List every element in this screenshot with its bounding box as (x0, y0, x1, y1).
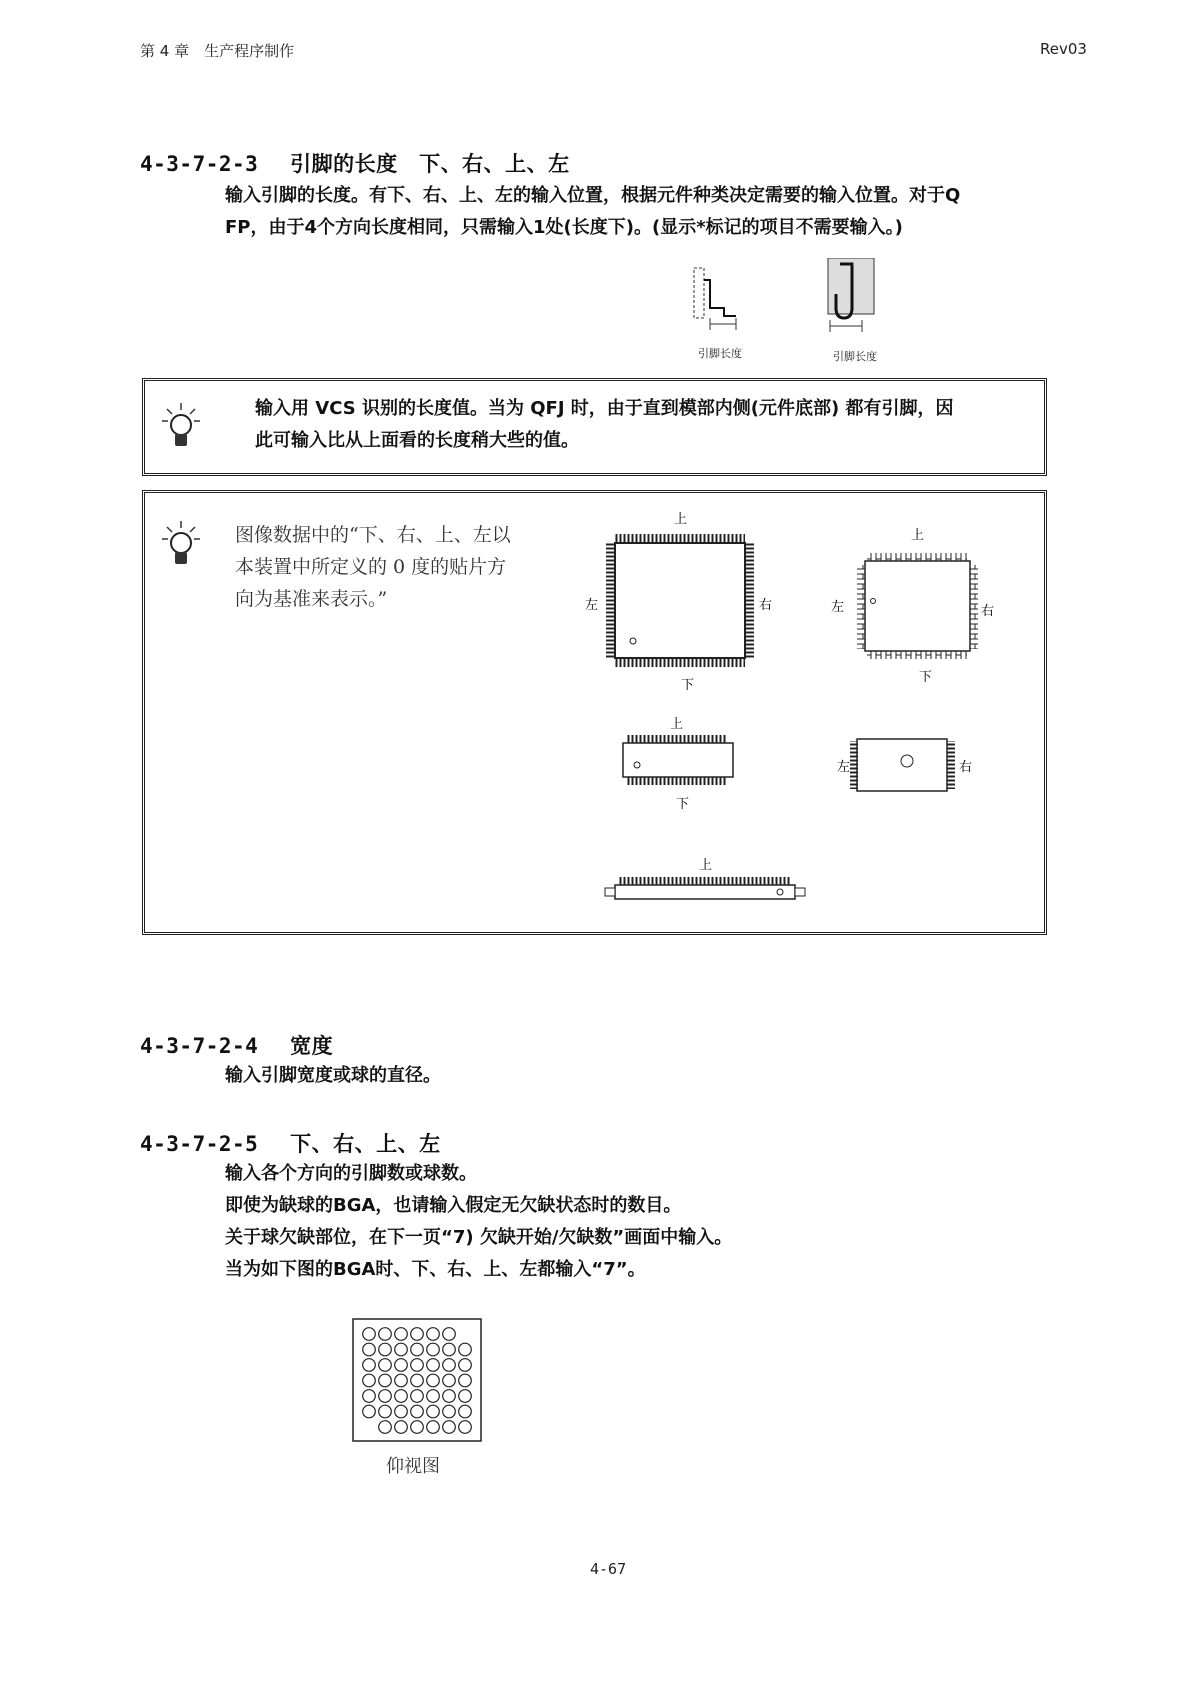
bga-ball (395, 1328, 408, 1341)
bga-ball (379, 1328, 392, 1341)
bga-ball (363, 1343, 376, 1356)
lightbulb-icon (159, 519, 203, 569)
connector-package (605, 877, 805, 899)
body-line: 即使为缺球的BGA，也请输入假定无欠缺状态时的数目。 (225, 1195, 682, 1216)
dir-up: 上 (674, 512, 688, 527)
section-title: 宽度 (290, 1034, 334, 1058)
bga-ball (411, 1343, 424, 1356)
bga-ball (443, 1421, 456, 1434)
section-title: 引脚的长度 下、右、上、左 (290, 152, 570, 176)
bga-ball (427, 1359, 440, 1372)
section-number: 4-3-7-2-3 (140, 152, 259, 176)
body-line: 当为如下图的BGA时、下、右、上、左都输入“7”。 (225, 1259, 646, 1280)
section-heading-width (140, 1030, 333, 1060)
bga-ball (427, 1343, 440, 1356)
tip-line: 向为基准来表示。” (235, 588, 388, 610)
chapter-header: 第 4 章 生产程序制作 (140, 42, 295, 60)
qfp-package (606, 534, 754, 667)
lead-length-label: 引脚长度 (833, 350, 877, 363)
bga-ball (411, 1359, 424, 1372)
tip-line: 输入用 VCS 识别的长度值。当为 QFJ 时，由于直到模部内侧(元件底部) 都有引脚，因 (255, 398, 954, 419)
section-number: 4-3-7-2-5 (140, 1132, 259, 1156)
dir-left: 左 (837, 760, 851, 775)
section-body (225, 1060, 441, 1092)
bga-ball (443, 1374, 456, 1387)
bga-ball (395, 1359, 408, 1372)
bga-ball (443, 1343, 456, 1356)
bga-ball (411, 1405, 424, 1418)
dir-left: 左 (585, 598, 599, 613)
sop-package (623, 735, 733, 785)
j-lead-diagram (828, 258, 874, 332)
tip-box-orientation (142, 490, 1047, 935)
dir-up: 上 (699, 858, 713, 873)
bga-ball (363, 1328, 376, 1341)
bga-ball (395, 1390, 408, 1403)
bga-ball (395, 1374, 408, 1387)
bga-ball (459, 1374, 472, 1387)
dir-up: 上 (911, 528, 925, 543)
bga-ball (363, 1390, 376, 1403)
plcc-package (857, 553, 978, 659)
body-line: 输入引脚的长度。有下、右、上、左的输入位置，根据元件种类决定需要的输入位置。对于Q (225, 185, 961, 206)
section-heading-counts (140, 1128, 441, 1158)
bga-ball (459, 1359, 472, 1372)
bga-ball (459, 1405, 472, 1418)
section-body (225, 180, 1085, 244)
bga-ball (395, 1343, 408, 1356)
revision-label: Rev03 (1040, 40, 1087, 58)
tip-line: 此可输入比从上面看的长度稍大些的值。 (255, 430, 579, 451)
bga-ball (443, 1359, 456, 1372)
bga-ball (363, 1374, 376, 1387)
tip-line: 本装置中所定义的 0 度的贴片方 (235, 556, 507, 578)
bga-ball (411, 1390, 424, 1403)
section-body (225, 1158, 732, 1286)
body-line: 输入各个方向的引脚数或球数。 (225, 1163, 477, 1184)
bga-ball (411, 1421, 424, 1434)
bga-ball (379, 1343, 392, 1356)
bga-ball (379, 1359, 392, 1372)
page-number: 4-67 (590, 1560, 627, 1578)
bga-ball (411, 1374, 424, 1387)
bga-ball (379, 1374, 392, 1387)
bga-ball (363, 1405, 376, 1418)
bga-ball (459, 1343, 472, 1356)
section-title: 下、右、上、左 (290, 1132, 441, 1156)
bga-bottom-view (352, 1318, 484, 1444)
section-heading-lead-length (140, 148, 570, 178)
bga-ball (459, 1421, 472, 1434)
bga-ball (427, 1374, 440, 1387)
bga-ball (379, 1405, 392, 1418)
body-line: 关于球欠缺部位，在下一页“7) 欠缺开始/欠缺数”画面中输入。 (225, 1227, 733, 1248)
tip-line: 图像数据中的“下、右、上、左以 (235, 524, 511, 546)
bga-ball (427, 1405, 440, 1418)
dir-right: 右 (759, 598, 773, 613)
body-line: 输入引脚宽度或球的直径。 (225, 1065, 441, 1086)
bga-ball (427, 1390, 440, 1403)
bga-ball (379, 1421, 392, 1434)
bga-ball (459, 1390, 472, 1403)
tsop-package (850, 739, 955, 791)
dir-right: 右 (959, 760, 973, 775)
bga-ball (363, 1359, 376, 1372)
bga-ball (395, 1421, 408, 1434)
bga-ball (427, 1328, 440, 1341)
bga-ball (395, 1405, 408, 1418)
body-line: FP，由于4个方向长度相同，只需输入1处(长度下)。(显示*标记的项目不需要输入。) (225, 217, 903, 238)
dir-left: 左 (831, 600, 845, 615)
bga-ball (379, 1390, 392, 1403)
bga-caption: 仰视图 (386, 1456, 440, 1477)
package-orientation-diagrams (575, 503, 1035, 923)
bga-ball (427, 1421, 440, 1434)
lead-length-label: 引脚长度 (698, 347, 742, 360)
bga-ball (443, 1405, 456, 1418)
dir-down: 下 (919, 670, 933, 685)
dir-down: 下 (676, 797, 690, 812)
gull-wing-lead-diagram (694, 268, 736, 330)
dir-right: 右 (981, 604, 995, 619)
bga-ball (411, 1328, 424, 1341)
dir-up: 上 (670, 717, 684, 732)
lightbulb-icon (159, 401, 203, 451)
dir-down: 下 (681, 678, 695, 693)
section-number: 4-3-7-2-4 (140, 1034, 259, 1058)
tip-box-vcs (142, 378, 1047, 476)
bga-ball (443, 1328, 456, 1341)
bga-ball (443, 1390, 456, 1403)
